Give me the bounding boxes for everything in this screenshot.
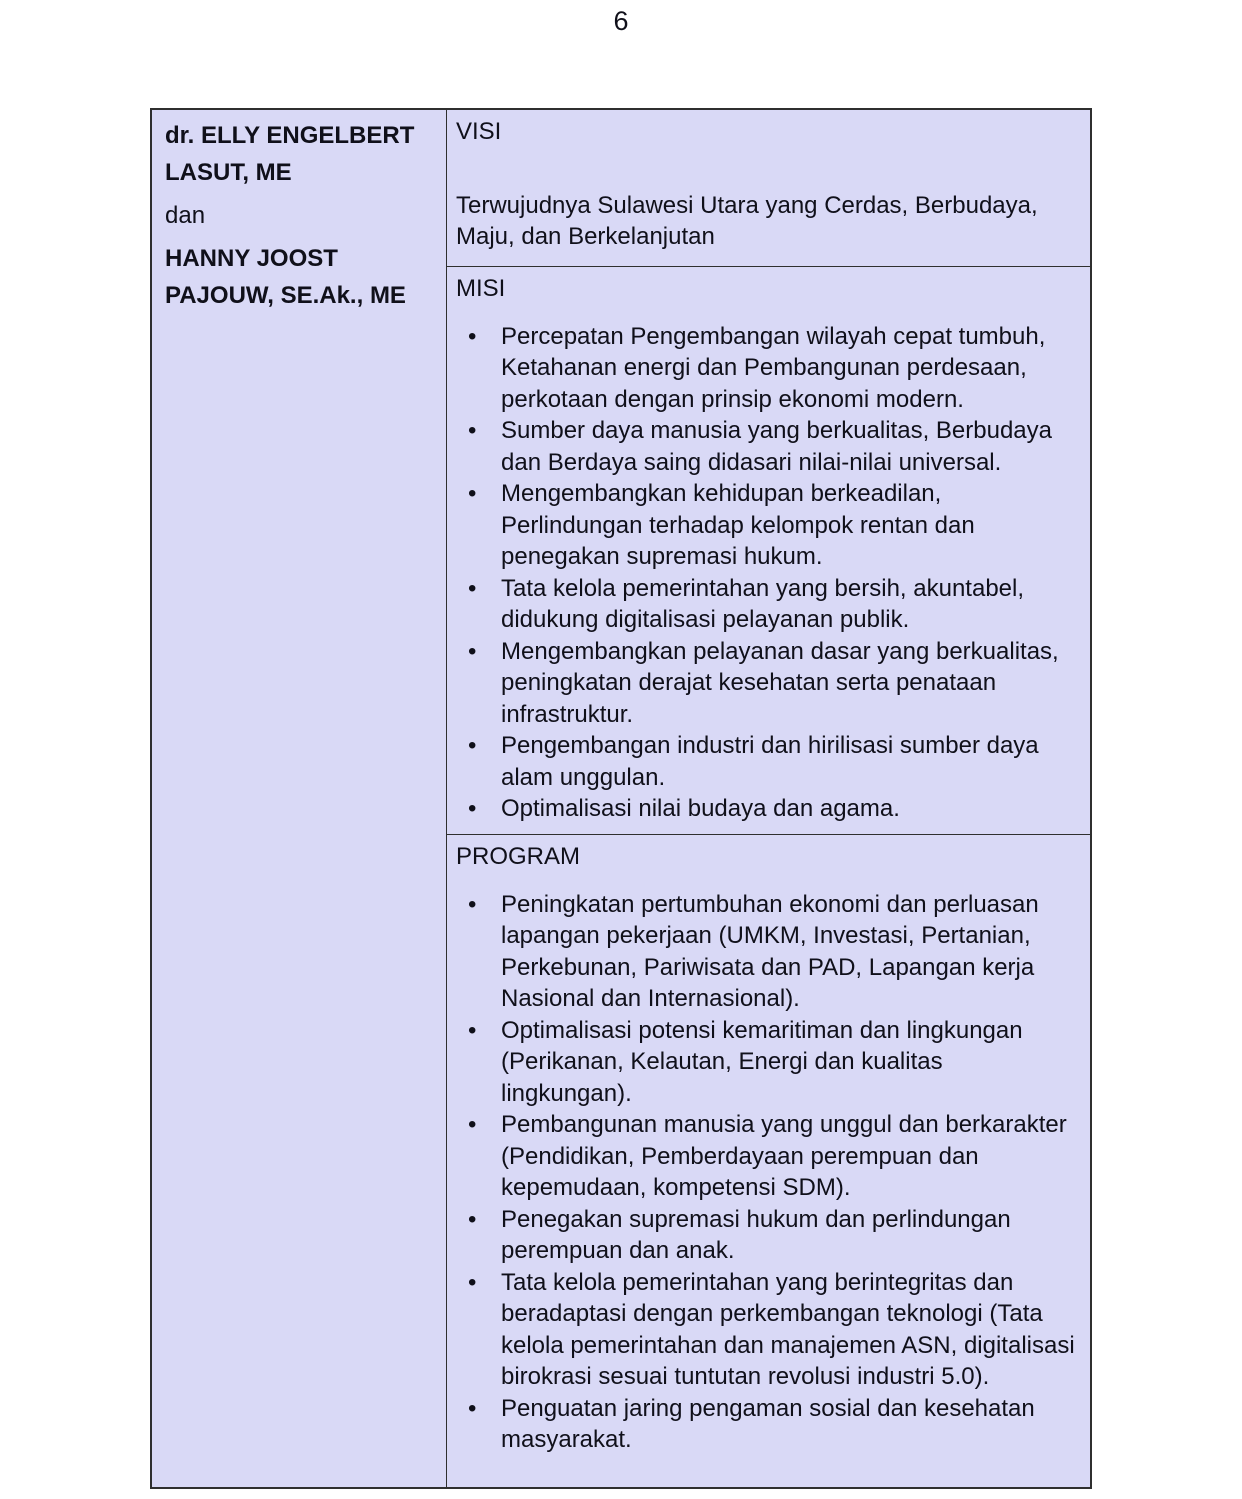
candidate-name-2: HANNY JOOST PAJOUW, SE.Ak., ME xyxy=(165,245,406,309)
list-item: • Pengembangan industri dan hirilisasi sumber daya alam unggulan. xyxy=(501,730,1078,793)
list-item: • Optimalisasi nilai budaya dan agama. xyxy=(501,793,1078,825)
page-number: 6 xyxy=(613,6,629,36)
section-program xyxy=(447,835,1090,1487)
list-item: • Tata kelola pemerintahan yang berintegritas dan beradaptasi dengan perkembangan teknologi (Tata kelola pemerintahan dan manajemen ASN, digitalisasi birokrasi sesuai tuntutan revolusi industri 5.0). xyxy=(501,1267,1078,1393)
candidates-connector: dan xyxy=(165,202,206,229)
program-title: PROGRAM xyxy=(456,843,581,870)
list-item: • Tata kelola pemerintahan yang bersih, akuntabel, didukung digitalisasi pelayanan publik. xyxy=(501,573,1078,636)
visi-spacer xyxy=(456,148,1078,190)
candidate-vision-table xyxy=(150,108,1092,1489)
candidates-cell xyxy=(152,110,447,1487)
list-item: • Penegakan supremasi hukum dan perlindungan perempuan dan anak. xyxy=(501,1204,1078,1267)
list-item: • Optimalisasi potensi kemaritiman dan lingkungan (Perikanan, Kelautan, Energi dan kualitas lingkungan). xyxy=(501,1015,1078,1110)
misi-bullet-list xyxy=(456,321,1078,825)
vision-column xyxy=(447,110,1090,1487)
misi-title: MISI xyxy=(456,275,506,302)
list-item: • Peningkatan pertumbuhan ekonomi dan perluasan lapangan pekerjaan (UMKM, Investasi, Pertanian, Perkebunan, Pariwisata dan PAD, Lapangan kerja Nasional dan Internasional). xyxy=(501,889,1078,1015)
list-item: • Percepatan Pengembangan wilayah cepat tumbuh, Ketahanan energi dan Pembangunan perdesaan, perkotaan dengan prinsip ekonomi modern. xyxy=(501,321,1078,416)
visi-body: Terwujudnya Sulawesi Utara yang Cerdas, Berbudaya, Maju, dan Berkelanjutan xyxy=(456,191,1038,250)
candidate-name-1: dr. ELLY ENGELBERT LASUT, ME xyxy=(165,122,415,186)
list-item: • Sumber daya manusia yang berkualitas, Berbudaya dan Berdaya saing didasari nilai-nilai universal. xyxy=(501,415,1078,478)
list-item: • Mengembangkan kehidupan berkeadilan, Perlindungan terhadap kelompok rentan dan penegakan supremasi hukum. xyxy=(501,478,1078,573)
program-bullet-list xyxy=(456,889,1078,1456)
section-misi xyxy=(447,267,1090,835)
list-item: • Penguatan jaring pengaman sosial dan kesehatan masyarakat. xyxy=(501,1393,1078,1456)
list-item: • Pembangunan manusia yang unggul dan berkarakter (Pendidikan, Pemberdayaan perempuan dan kepemudaan, kompetensi SDM). xyxy=(501,1109,1078,1204)
list-item: • Mengembangkan pelayanan dasar yang berkualitas, peningkatan derajat kesehatan serta penataan infrastruktur. xyxy=(501,636,1078,731)
section-visi xyxy=(447,110,1090,267)
visi-title: VISI xyxy=(456,118,502,145)
